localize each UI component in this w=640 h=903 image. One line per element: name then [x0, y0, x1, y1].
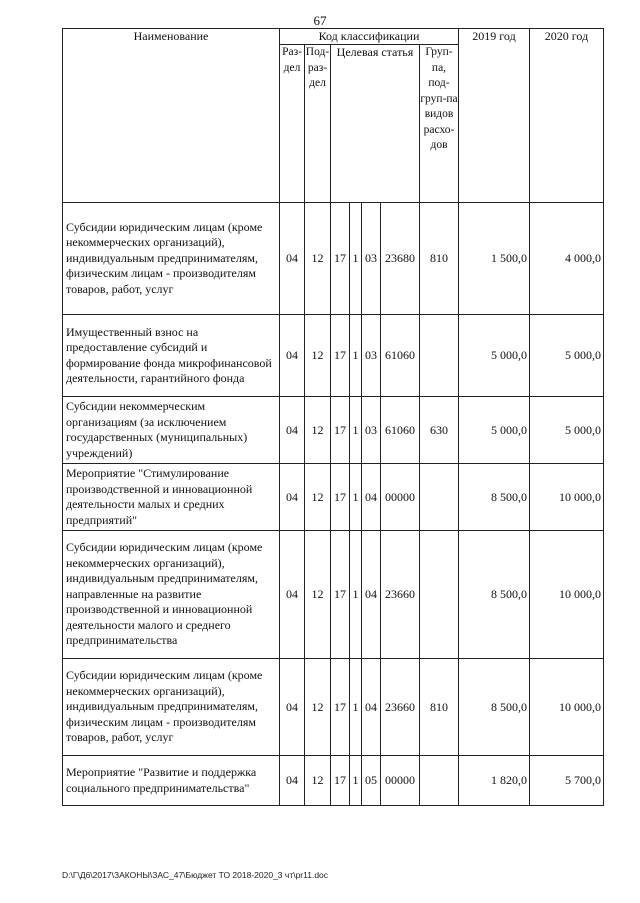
row-name: Субсидии юридическим лицам (кроме некоммерческих организаций), индивидуальным предпринимателям, направленные на развитие производственной и инновационной деятельности малого и среднего предпринимательства [63, 531, 280, 659]
row-target-direction: 23680 [381, 203, 420, 315]
row-target-event: 04 [362, 464, 381, 531]
table-row [63, 531, 604, 659]
row-amount-2020: 10 000,0 [530, 531, 604, 659]
row-amount-2019: 8 500,0 [459, 464, 530, 531]
row-target-event: 03 [362, 203, 381, 315]
row-amount-2020: 5 700,0 [530, 756, 604, 806]
page-number: 67 [313, 13, 327, 28]
table-row [63, 659, 604, 756]
header-subsection: Под-раз-дел [305, 45, 331, 203]
row-subsection: 12 [305, 531, 331, 659]
row-name: Субсидии юридическим лицам (кроме некоммерческих организаций), индивидуальным предпринимателям, физическим лицам - производителям товаров, работ, услуг [63, 659, 280, 756]
row-amount-2020: 5 000,0 [530, 315, 604, 397]
header-classification: Код классификации [280, 29, 459, 45]
row-target-event: 03 [362, 397, 381, 464]
row-amount-2019: 1 500,0 [459, 203, 530, 315]
header-name: Наименование [63, 29, 280, 203]
row-name: Субсидии юридическим лицам (кроме некоммерческих организаций), индивидуальным предпринимателям, физическим лицам - производителям товаров, работ, услуг [63, 203, 280, 315]
header-target-article: Целевая статья [331, 45, 420, 203]
row-amount-2020: 10 000,0 [530, 659, 604, 756]
row-amount-2020: 5 000,0 [530, 397, 604, 464]
row-subsection: 12 [305, 756, 331, 806]
row-target-program: 17 [331, 203, 350, 315]
table-row [63, 397, 604, 464]
row-target-program: 17 [331, 315, 350, 397]
row-expense-group [420, 464, 459, 531]
table-row [63, 464, 604, 531]
table-row [63, 756, 604, 806]
row-target-subprogram: 1 [350, 464, 362, 531]
row-target-subprogram: 1 [350, 756, 362, 806]
header-expense-group: Груп-па, под-груп-па видов расхо-дов [420, 45, 459, 203]
row-section: 04 [280, 464, 305, 531]
budget-table [62, 28, 604, 806]
row-name: Субсидии некоммерческим организациям (за исключением государственных (муниципальных) учреждений) [63, 397, 280, 464]
row-amount-2020: 10 000,0 [530, 464, 604, 531]
row-section: 04 [280, 397, 305, 464]
row-section: 04 [280, 659, 305, 756]
row-target-event: 05 [362, 756, 381, 806]
row-expense-group: 810 [420, 659, 459, 756]
row-name: Имущественный взнос на предоставление субсидий и формирование фонда микрофинансовой деятельности, гарантийного фонда [63, 315, 280, 397]
row-target-direction: 23660 [381, 531, 420, 659]
table-row [63, 203, 604, 315]
row-name: Мероприятие "Развитие и поддержка социального предпринимательства" [63, 756, 280, 806]
row-target-program: 17 [331, 531, 350, 659]
row-target-program: 17 [331, 756, 350, 806]
row-section: 04 [280, 203, 305, 315]
row-amount-2019: 8 500,0 [459, 659, 530, 756]
row-target-direction: 00000 [381, 464, 420, 531]
row-amount-2019: 5 000,0 [459, 397, 530, 464]
header-section: Раз-дел [280, 45, 305, 203]
row-target-event: 04 [362, 659, 381, 756]
row-target-subprogram: 1 [350, 659, 362, 756]
row-target-direction: 23660 [381, 659, 420, 756]
row-target-direction: 61060 [381, 397, 420, 464]
row-amount-2019: 8 500,0 [459, 531, 530, 659]
row-name: Мероприятие "Стимулирование производственной и инновационной деятельности малых и средних предприятий" [63, 464, 280, 531]
row-target-subprogram: 1 [350, 203, 362, 315]
row-section: 04 [280, 531, 305, 659]
row-target-subprogram: 1 [350, 315, 362, 397]
row-expense-group [420, 315, 459, 397]
row-target-program: 17 [331, 659, 350, 756]
row-target-event: 03 [362, 315, 381, 397]
row-subsection: 12 [305, 397, 331, 464]
header-year-2019: 2019 год [459, 29, 530, 203]
row-amount-2019: 5 000,0 [459, 315, 530, 397]
row-target-subprogram: 1 [350, 531, 362, 659]
row-amount-2020: 4 000,0 [530, 203, 604, 315]
row-target-program: 17 [331, 397, 350, 464]
footer-file-path: D:\Г\Д6\2017\ЗАКОНЫ\ЗАС_47\Бюджет ТО 2018-2020_3 чт\pr11.doc [62, 870, 329, 880]
row-target-event: 04 [362, 531, 381, 659]
header-year-2020: 2020 год [530, 29, 604, 203]
row-expense-group [420, 756, 459, 806]
row-section: 04 [280, 315, 305, 397]
row-section: 04 [280, 756, 305, 806]
row-amount-2019: 1 820,0 [459, 756, 530, 806]
row-target-direction: 61060 [381, 315, 420, 397]
row-subsection: 12 [305, 464, 331, 531]
row-target-program: 17 [331, 464, 350, 531]
row-expense-group: 810 [420, 203, 459, 315]
table-row [63, 315, 604, 397]
row-subsection: 12 [305, 659, 331, 756]
row-expense-group [420, 531, 459, 659]
row-target-direction: 00000 [381, 756, 420, 806]
row-subsection: 12 [305, 315, 331, 397]
row-expense-group: 630 [420, 397, 459, 464]
row-subsection: 12 [305, 203, 331, 315]
row-target-subprogram: 1 [350, 397, 362, 464]
